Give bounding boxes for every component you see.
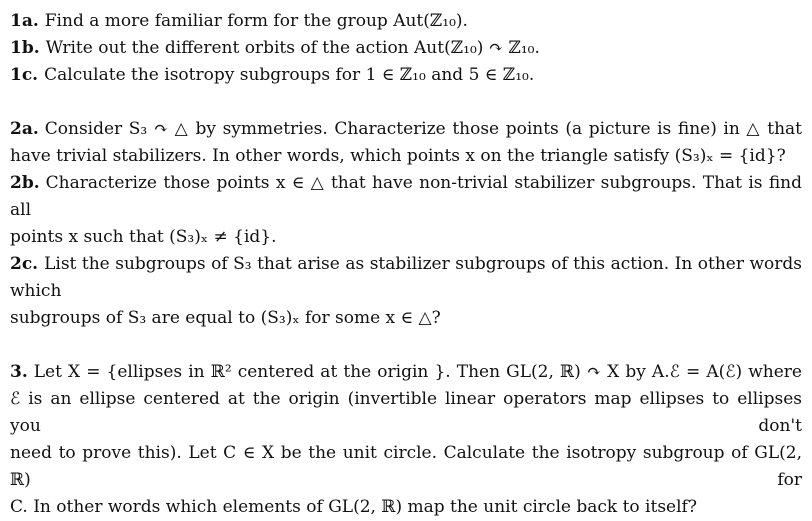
problem-2c-cont	[10, 305, 802, 332]
problem-label: 1c.	[10, 65, 39, 85]
problem-text: ℰ is an ellipse centered at the origin (invertible linear operators map ellipses to ellipses you don't	[10, 389, 802, 436]
problem-1c	[10, 62, 802, 89]
problem-label: 3.	[10, 362, 28, 382]
problem-2a	[10, 116, 802, 143]
problem-2	[10, 116, 802, 332]
problem-text: Write out the different orbits of the action Aut(ℤ₁₀) ↷ ℤ₁₀.	[45, 38, 540, 58]
problem-2c	[10, 251, 802, 305]
problem-sheet	[10, 8, 802, 521]
problem-3	[10, 359, 802, 521]
problem-label: 2a.	[10, 119, 39, 139]
problem-text: List the subgroups of S₃ that arise as stabilizer subgroups of this action. In other words which	[10, 254, 802, 301]
problem-text: have trivial stabilizers. In other words, which points x on the triangle satisfy (S₃)ₓ = {id}?	[10, 146, 786, 166]
problem-2a-cont	[10, 143, 802, 170]
problem-text: Consider S₃ ↷ △ by symmetries. Characterize those points (a picture is fine) in △ that	[44, 119, 802, 139]
problem-label: 2b.	[10, 173, 40, 193]
problem-text: Characterize those points x ∈ △ that have non-trivial stabilizer subgroups. That is find all	[10, 173, 802, 220]
problem-text: Calculate the isotropy subgroups for 1 ∈ ℤ₁₀ and 5 ∈ ℤ₁₀.	[44, 65, 535, 85]
problem-label: 1b.	[10, 38, 40, 58]
problem-label: 2c.	[10, 254, 39, 274]
problem-text: need to prove this). Let C ∈ X be the unit circle. Calculate the isotropy subgroup of GL(2, ℝ) for	[10, 443, 802, 490]
problem-1	[10, 8, 802, 89]
problem-text: subgroups of S₃ are equal to (S₃)ₓ for some x ∈ △?	[10, 308, 441, 328]
problem-3-line-1	[10, 359, 802, 386]
problem-1a	[10, 8, 802, 35]
problem-text: Let X = {ellipses in ℝ² centered at the origin }. Then GL(2, ℝ) ↷ X by A.ℰ = A(ℰ) where	[33, 362, 802, 382]
problem-2b	[10, 170, 802, 224]
problem-3-line-4	[10, 494, 802, 521]
problem-label: 1a.	[10, 11, 39, 31]
problem-1b	[10, 35, 802, 62]
problem-text: C. In other words which elements of GL(2, ℝ) map the unit circle back to itself?	[10, 497, 697, 517]
problem-3-line-3	[10, 440, 802, 494]
problem-2b-cont	[10, 224, 802, 251]
problem-3-line-2	[10, 386, 802, 440]
problem-text: points x such that (S₃)ₓ ≠ {id}.	[10, 227, 277, 247]
problem-text: Find a more familiar form for the group Aut(ℤ₁₀).	[44, 11, 468, 31]
